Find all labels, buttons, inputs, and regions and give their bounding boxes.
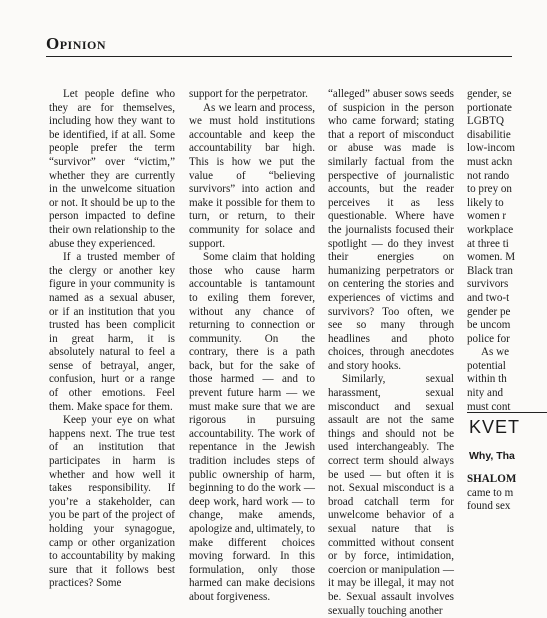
section-header: Opinion — [46, 34, 107, 53]
line: LGBTQ — [467, 115, 504, 128]
line: women. M — [467, 251, 516, 264]
paragraph: As we learn and process, we must hold institutions accountable and keep the accountability bar high. This is how we put the value of “believing survivors” into action and make it possible for them to turn, or return, to their community for solace and support. — [189, 101, 315, 250]
line: workplace — [467, 223, 514, 236]
line: women r — [467, 210, 507, 223]
line: likely to — [467, 196, 504, 209]
paragraph: Some claim that holding those who cause harm accountable is tantamount to exiling them forever, without any chance of returning to connection or community. On the contrary, there is a path back, but for the sake of those harmed — and to prevent future harm — we must make sure that we are rigorous in pursuing accountability. The work of repentance in the Jewish tradition includes steps of public ownership of harm, beginning to do the work — deep work, hard work — to change, make amends, apologize and, ultimately, to make different choices moving forward. In this formulation, only those harmed can make decisions about forgiveness. — [189, 251, 315, 603]
line: disabilitie — [467, 128, 511, 141]
sidebar-lead: SHALOM — [467, 473, 517, 485]
paragraph: Let people define who they are for themselves, including how they want to be identified, if at all. Some people prefer the term “survivor” over “victim,” whether they are currently in the unwelcome situation or not. It should be up to the person impacted to define their own relationship to the abuse they experienced. — [49, 88, 175, 250]
line: Black tran — [467, 264, 513, 277]
line: low-incom — [467, 142, 516, 155]
paragraph: “alleged” abuser sows seeds of suspicion in the person who came forward; stating that a report of misconduct or abuse was made is similarly factual from the perspective of journalistic accounts, but the reader perceives it as less questionable. Where have the journalists focused their spotlight — do they invest their energies on humanizing perpetrators or on centering the stories and experiences of victims and survivors? Too often, we see so many through headlines and photo choices, through anecdotes and story hooks. — [328, 88, 454, 372]
line: gender pe — [467, 305, 511, 318]
sidebar-title: KVET — [469, 417, 521, 437]
sidebar-text — [467, 473, 547, 514]
paragraph: If a trusted member of the clergy or another key figure in your community is named as a sexual abuser, or if an institution that you trusted has been complicit in great harm, it is absolutely natural to feel a sense of betrayal, anger, confusion, hurt or a range of other emotions. Feel them. Make space for them. — [49, 251, 175, 413]
line: survivors — [467, 278, 509, 291]
line: within th — [467, 373, 507, 386]
article-column-1 — [49, 88, 175, 591]
article-column-3 — [328, 88, 454, 618]
line: and two-t — [467, 291, 510, 304]
line: gender, se — [467, 88, 512, 100]
article-column-4 — [467, 88, 547, 414]
sidebar-line: came to m — [467, 486, 514, 499]
line: be uncom — [467, 319, 511, 332]
line: not rando — [467, 169, 510, 182]
sidebar-subtitle: Why, Tha — [469, 450, 515, 462]
line: portionate — [467, 101, 512, 114]
sidebar-box — [467, 412, 547, 513]
paragraph: support for the perpetrator. — [189, 88, 308, 100]
line: must cont — [467, 400, 511, 413]
paragraph: Keep your eye on what happens next. The true test of an institution that participates in harm is whether and how well it takes responsibility. If you’re a stakeholder, can you be part of the project of holding your synagogue, camp or other organization to accountability by making sure that it follows best practices? Some — [49, 414, 175, 590]
line: nity and — [467, 387, 504, 400]
line: at three ti — [467, 237, 509, 250]
line: potential — [467, 359, 506, 372]
paragraph: Similarly, sexual harassment, sexual misconduct and sexual assault are not the same things and should not be used interchangeably. The correct term should always be used — but often it is not. Sexual misconduct is a broad catchall term for unwelcome behavior of a sexual nature that is committed without consent or by force, intimidation, coercion or manipulation — it may be illegal, it may not be. Sexual assault involves sexually touching another — [328, 373, 454, 617]
sidebar-line: found sex — [467, 500, 511, 513]
article-column-2 — [189, 88, 315, 605]
line: must ackn — [467, 155, 513, 168]
line: police for — [467, 332, 510, 345]
line: As we — [481, 346, 510, 359]
line: to prey on — [467, 183, 512, 196]
header-rule — [46, 56, 512, 57]
